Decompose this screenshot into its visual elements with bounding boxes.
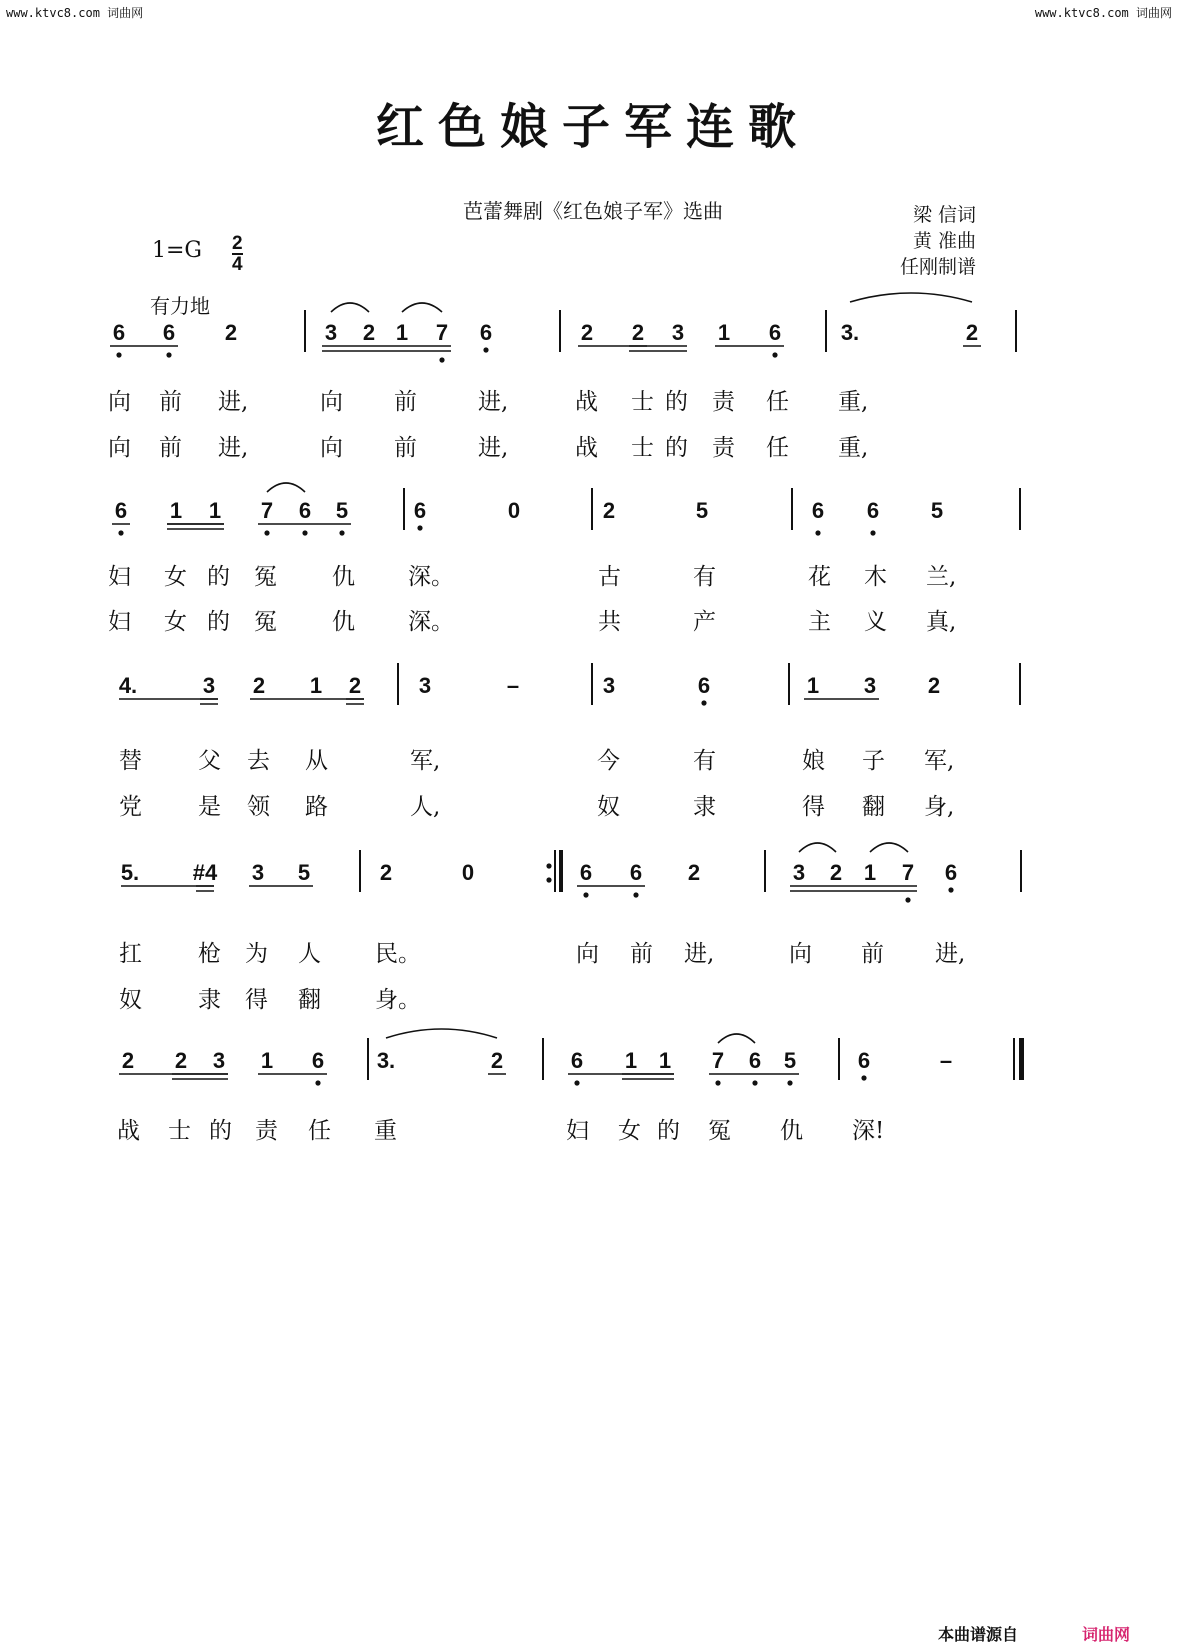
octave-dot bbox=[574, 1080, 579, 1085]
lyric-char: 任 bbox=[766, 435, 789, 461]
lyric-char: 的 bbox=[665, 435, 688, 461]
lyric-char: 古 bbox=[598, 564, 621, 590]
octave-dot bbox=[264, 530, 269, 535]
time-signature-top: 2 bbox=[232, 233, 243, 254]
note: 2 bbox=[348, 673, 362, 698]
note: #4 bbox=[192, 860, 218, 885]
note: 3 bbox=[602, 673, 616, 698]
lyric-char: 进, bbox=[478, 389, 509, 415]
lyric-char: 深。 bbox=[408, 609, 454, 635]
note: 1 bbox=[309, 673, 323, 698]
note: 1 bbox=[395, 320, 409, 345]
lyric-char: 娘 bbox=[802, 748, 825, 774]
watermark-right: www.ktvc8.com 词曲网 bbox=[1034, 6, 1172, 20]
octave-dot bbox=[772, 352, 777, 357]
lyric-char: 冤 bbox=[254, 609, 277, 635]
slur bbox=[718, 1034, 755, 1043]
lyric-char: 深。 bbox=[408, 564, 454, 590]
lyric-char: 战 bbox=[575, 389, 598, 415]
slur bbox=[402, 303, 442, 312]
note: 2 bbox=[580, 320, 594, 345]
lyric-char: 仇 bbox=[332, 564, 355, 590]
slur bbox=[870, 843, 908, 852]
credit-composer: 黄 准曲 bbox=[912, 230, 976, 252]
note: – bbox=[939, 1048, 953, 1073]
lyric-char: 仇 bbox=[780, 1118, 803, 1144]
key-signature: 1=G bbox=[152, 238, 203, 263]
lyric-char: 向 bbox=[108, 389, 131, 415]
octave-dot bbox=[948, 887, 953, 892]
note: 7 bbox=[711, 1048, 725, 1073]
lyric-char: 身。 bbox=[375, 987, 421, 1013]
octave-dot bbox=[905, 897, 910, 902]
lyric-char: 向 bbox=[576, 941, 599, 967]
octave-dot bbox=[483, 347, 488, 352]
credit-lyricist: 梁 信词 bbox=[912, 204, 976, 226]
lyric-char: 枪 bbox=[198, 941, 221, 967]
note: 5 bbox=[335, 498, 349, 523]
lyric-char: 任 bbox=[308, 1118, 331, 1144]
note: 0 bbox=[507, 498, 521, 523]
lyric-char: 前 bbox=[159, 389, 182, 415]
lyric-char: 军, bbox=[410, 748, 441, 774]
note: 2 bbox=[829, 860, 843, 885]
lyric-char: 重 bbox=[374, 1118, 397, 1144]
lyric-char: 翻 bbox=[862, 794, 885, 820]
note: 7 bbox=[260, 498, 274, 523]
lyric-char: 替 bbox=[119, 748, 142, 774]
note: 2 bbox=[121, 1048, 135, 1073]
lyric-char: 的 bbox=[207, 609, 230, 635]
note: 3 bbox=[418, 673, 432, 698]
note: 3 bbox=[212, 1048, 226, 1073]
note: – bbox=[506, 673, 520, 698]
lyric-char: 深! bbox=[852, 1118, 885, 1144]
lyric-char: 重, bbox=[838, 389, 869, 415]
lyric-char: 向 bbox=[789, 941, 812, 967]
lyric-char: 女 bbox=[164, 564, 187, 590]
footer-site: 词曲网 bbox=[1081, 1625, 1130, 1644]
lyric-char: 女 bbox=[164, 609, 187, 635]
note: 2 bbox=[927, 673, 941, 698]
note: 7 bbox=[901, 860, 915, 885]
note: 6 bbox=[112, 320, 126, 345]
lyric-char: 隶 bbox=[198, 987, 221, 1013]
tempo-marking: 有力地 bbox=[150, 294, 210, 318]
lyric-char: 扛 bbox=[119, 941, 142, 967]
lyric-char: 士 bbox=[631, 435, 654, 461]
repeat-dot bbox=[546, 863, 551, 868]
lyric-char: 进, bbox=[478, 435, 509, 461]
lyric-char: 从 bbox=[305, 748, 328, 774]
lyric-char: 木 bbox=[864, 564, 887, 590]
note: 2 bbox=[687, 860, 701, 885]
lyric-char: 军, bbox=[924, 748, 955, 774]
lyric-char: 前 bbox=[630, 941, 653, 967]
lyric-char: 父 bbox=[198, 748, 221, 774]
lyric-char: 战 bbox=[117, 1118, 140, 1144]
lyric-char: 民。 bbox=[375, 941, 421, 967]
lyric-char: 进, bbox=[935, 941, 966, 967]
lyric-char: 的 bbox=[207, 564, 230, 590]
note: 2 bbox=[631, 320, 645, 345]
note: 3 bbox=[863, 673, 877, 698]
octave-dot bbox=[787, 1080, 792, 1085]
lyric-char: 任 bbox=[766, 389, 789, 415]
lyric-char: 冤 bbox=[708, 1118, 731, 1144]
note: 6 bbox=[768, 320, 782, 345]
lyric-char: 产 bbox=[693, 609, 716, 635]
lyric-char: 进, bbox=[684, 941, 715, 967]
time-signature-bottom: 4 bbox=[232, 254, 243, 275]
slur bbox=[331, 303, 369, 312]
note: 3 bbox=[324, 320, 338, 345]
note: 2 bbox=[362, 320, 376, 345]
note: 1 bbox=[658, 1048, 672, 1073]
page-title: 红色娘子军连歌 bbox=[375, 99, 810, 155]
note: 3 bbox=[671, 320, 685, 345]
note: 2 bbox=[224, 320, 238, 345]
note: 3. bbox=[376, 1048, 396, 1073]
octave-dot bbox=[166, 352, 171, 357]
lyric-char: 兰, bbox=[926, 564, 957, 590]
note: 3 bbox=[202, 673, 216, 698]
lyric-char: 向 bbox=[320, 389, 343, 415]
note: 6 bbox=[748, 1048, 762, 1073]
lyric-char: 妇 bbox=[108, 564, 131, 590]
note: 6 bbox=[479, 320, 493, 345]
lyric-char: 士 bbox=[168, 1118, 191, 1144]
lyric-char: 仇 bbox=[332, 609, 355, 635]
lyric-char: 进, bbox=[218, 435, 249, 461]
slur bbox=[850, 293, 972, 302]
note: 3 bbox=[792, 860, 806, 885]
lyric-char: 向 bbox=[320, 435, 343, 461]
note: 6 bbox=[162, 320, 176, 345]
note: 2 bbox=[174, 1048, 188, 1073]
lyric-char: 责 bbox=[712, 435, 735, 461]
lyric-char: 冤 bbox=[254, 564, 277, 590]
lyric-char: 奴 bbox=[119, 987, 142, 1013]
note: 6 bbox=[866, 498, 880, 523]
note: 2 bbox=[965, 320, 979, 345]
lyric-char: 去 bbox=[247, 748, 270, 774]
lyric-char: 翻 bbox=[298, 987, 321, 1013]
lyric-char: 前 bbox=[394, 389, 417, 415]
note: 2 bbox=[379, 860, 393, 885]
note: 6 bbox=[570, 1048, 584, 1073]
note: 4. bbox=[118, 673, 138, 698]
lyric-char: 有 bbox=[693, 564, 716, 590]
lyric-char: 责 bbox=[255, 1118, 278, 1144]
lyric-char: 为 bbox=[245, 941, 268, 967]
lyric-char: 战 bbox=[575, 435, 598, 461]
slur bbox=[267, 483, 305, 492]
lyric-char: 妇 bbox=[566, 1118, 589, 1144]
lyric-char: 子 bbox=[862, 748, 885, 774]
note: 3 bbox=[251, 860, 265, 885]
note: 6 bbox=[413, 498, 427, 523]
lyric-char: 前 bbox=[861, 941, 884, 967]
lyric-char: 得 bbox=[802, 794, 825, 820]
lyric-char: 人 bbox=[298, 941, 321, 967]
lyric-char: 妇 bbox=[108, 609, 131, 635]
octave-dot bbox=[417, 525, 422, 530]
octave-dot bbox=[315, 1080, 320, 1085]
note: 6 bbox=[629, 860, 643, 885]
note: 6 bbox=[579, 860, 593, 885]
lyric-char: 领 bbox=[247, 794, 270, 820]
note: 6 bbox=[944, 860, 958, 885]
lyric-char: 女 bbox=[618, 1118, 641, 1144]
lyric-char: 重, bbox=[838, 435, 869, 461]
octave-dot bbox=[339, 530, 344, 535]
lyric-char: 责 bbox=[712, 389, 735, 415]
final-thick-line bbox=[1019, 1038, 1024, 1080]
lyric-char: 身, bbox=[924, 794, 955, 820]
octave-dot bbox=[633, 892, 638, 897]
lyric-char: 共 bbox=[598, 609, 621, 635]
note: 6 bbox=[114, 498, 128, 523]
lyric-char: 进, bbox=[218, 389, 249, 415]
lyric-char: 人, bbox=[410, 794, 441, 820]
octave-dot bbox=[701, 700, 706, 705]
lyric-char: 向 bbox=[108, 435, 131, 461]
note: 6 bbox=[311, 1048, 325, 1073]
note: 5 bbox=[783, 1048, 797, 1073]
octave-dot bbox=[861, 1075, 866, 1080]
note: 7 bbox=[435, 320, 449, 345]
note: 2 bbox=[490, 1048, 504, 1073]
lyric-char: 真, bbox=[926, 609, 957, 635]
note: 1 bbox=[717, 320, 731, 345]
credit-notation: 任刚制谱 bbox=[899, 256, 976, 278]
repeat-dot bbox=[546, 877, 551, 882]
lyric-char: 路 bbox=[305, 794, 328, 820]
lyric-char: 奴 bbox=[597, 794, 620, 820]
octave-dot bbox=[715, 1080, 720, 1085]
octave-dot bbox=[116, 352, 121, 357]
lyric-char: 隶 bbox=[693, 794, 716, 820]
octave-dot bbox=[118, 530, 123, 535]
octave-dot bbox=[302, 530, 307, 535]
octave-dot bbox=[439, 357, 444, 362]
note: 1 bbox=[260, 1048, 274, 1073]
note: 1 bbox=[863, 860, 877, 885]
note: 6 bbox=[857, 1048, 871, 1073]
lyric-char: 的 bbox=[209, 1118, 232, 1144]
lyric-char: 今 bbox=[597, 748, 620, 774]
note: 5 bbox=[297, 860, 311, 885]
note: 1 bbox=[169, 498, 183, 523]
lyric-char: 义 bbox=[864, 609, 887, 635]
watermark-left: www.ktvc8.com 词曲网 bbox=[6, 6, 144, 20]
lyric-char: 前 bbox=[394, 435, 417, 461]
lyric-char: 的 bbox=[665, 389, 688, 415]
lyric-char: 是 bbox=[198, 794, 221, 820]
lyric-char: 有 bbox=[693, 748, 716, 774]
note: 1 bbox=[208, 498, 222, 523]
note: 2 bbox=[252, 673, 266, 698]
lyric-char: 党 bbox=[119, 794, 142, 820]
lyric-char: 士 bbox=[631, 389, 654, 415]
slur bbox=[386, 1029, 497, 1038]
octave-dot bbox=[870, 530, 875, 535]
note: 6 bbox=[811, 498, 825, 523]
note: 2 bbox=[602, 498, 616, 523]
note: 0 bbox=[461, 860, 475, 885]
note: 1 bbox=[624, 1048, 638, 1073]
lyric-char: 主 bbox=[808, 609, 831, 635]
octave-dot bbox=[815, 530, 820, 535]
note: 6 bbox=[298, 498, 312, 523]
lyric-char: 的 bbox=[657, 1118, 680, 1144]
note: 5 bbox=[695, 498, 709, 523]
lyric-char: 前 bbox=[159, 435, 182, 461]
footer-source: 本曲谱源自 bbox=[937, 1625, 1018, 1644]
repeat-thick-line bbox=[559, 850, 563, 892]
note: 5 bbox=[930, 498, 944, 523]
note: 1 bbox=[806, 673, 820, 698]
lyric-char: 得 bbox=[245, 987, 268, 1013]
note: 5. bbox=[120, 860, 140, 885]
lyric-char: 花 bbox=[808, 564, 831, 590]
octave-dot bbox=[752, 1080, 757, 1085]
slur bbox=[799, 843, 836, 852]
note: 6 bbox=[697, 673, 711, 698]
subtitle: 芭蕾舞剧《红色娘子军》选曲 bbox=[463, 199, 723, 223]
octave-dot bbox=[583, 892, 588, 897]
note: 3. bbox=[840, 320, 860, 345]
